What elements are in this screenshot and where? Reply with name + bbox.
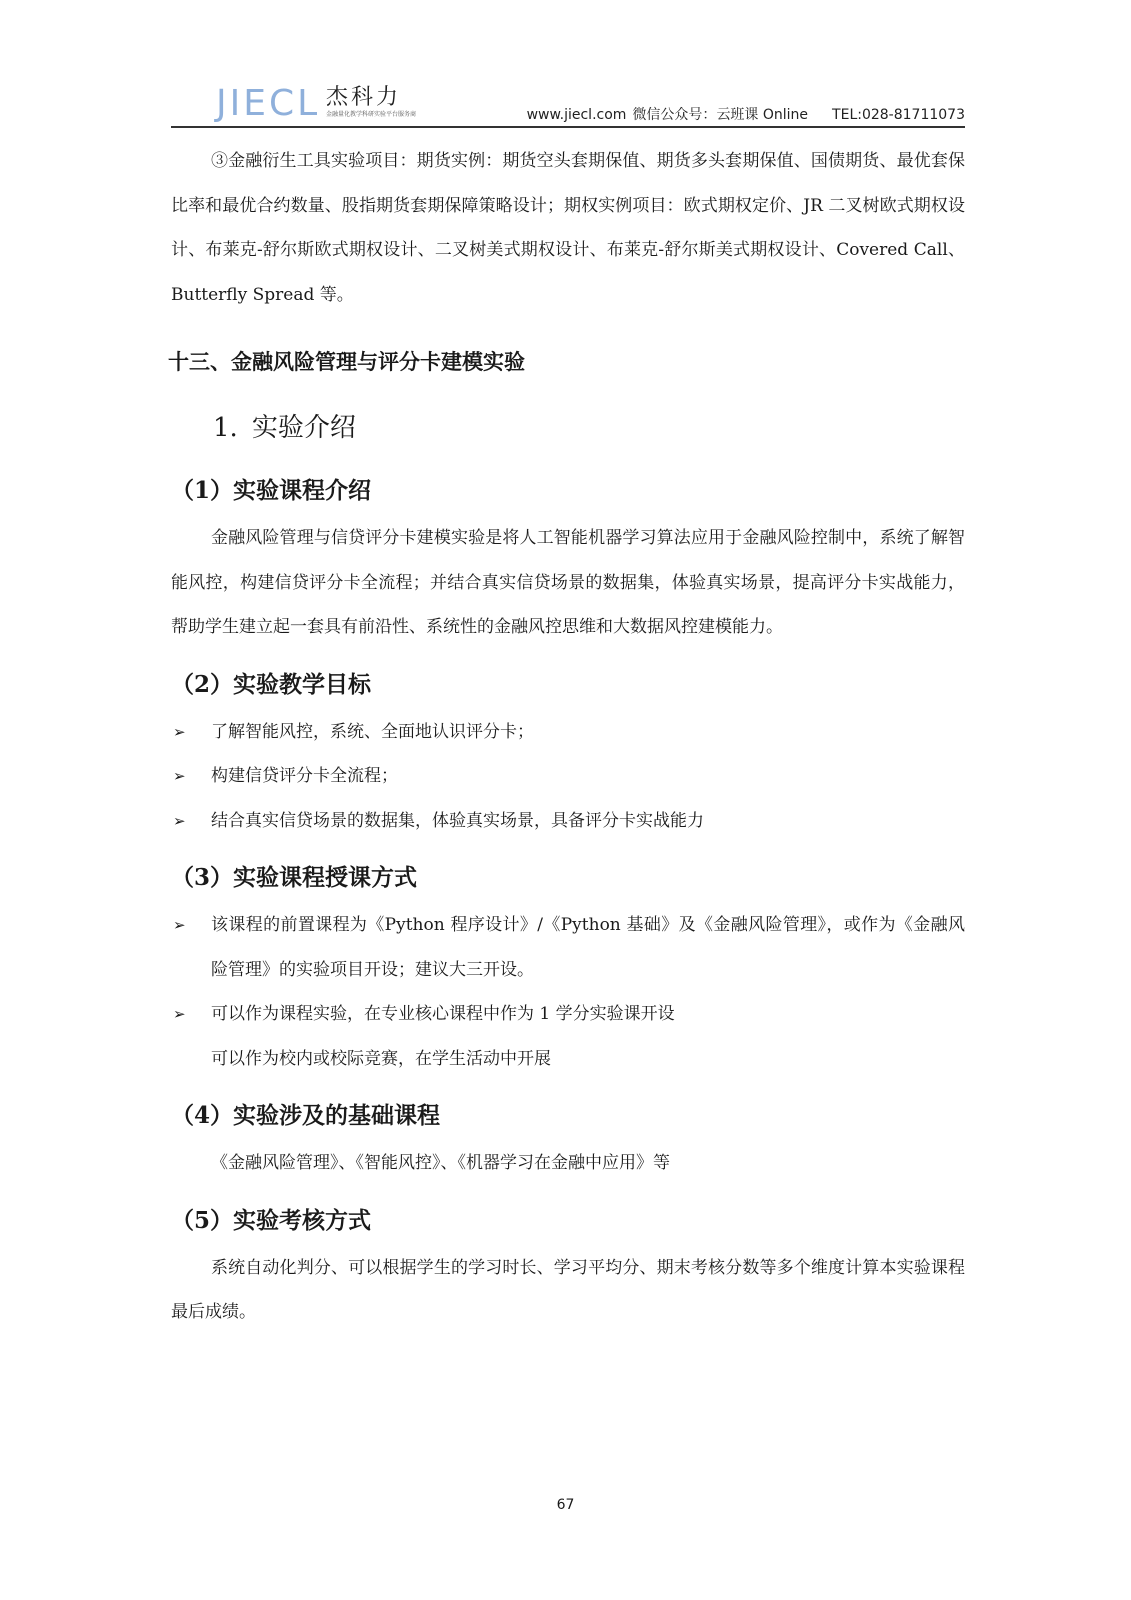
list-item-text: 构建信贷评分卡全流程； [211, 766, 398, 786]
heading-basic-courses: （4）实验涉及的基础课程 [171, 1102, 441, 1129]
list-item [171, 710, 965, 755]
logo-latin: JIECL [216, 83, 321, 124]
bullet-arrow-icon: ➢ [173, 916, 186, 934]
logo-chinese: 杰科力 [326, 85, 402, 110]
heading-number: 1. [213, 413, 238, 443]
course-intro-paragraph: 金融风险管理与信贷评分卡建模实验是将人工智能机器学习算法应用于金融风险控制中，系统了解智能风控，构建信贷评分卡全流程；并结合真实信贷场景的数据集，体验真实场景，提高评分卡实战能力，帮助学生建立起一套具有前沿性、系统性的金融风控思维和大数据风控建模能力。 [171, 528, 965, 637]
list-item-continuation: 可以作为校内或校际竞赛，在学生活动中开展 [211, 1048, 551, 1069]
header-rule [171, 126, 965, 128]
page-number: 67 [556, 1497, 575, 1513]
bullet-arrow-icon: ➢ [173, 767, 186, 785]
page-header [171, 74, 965, 128]
heading-assessment: （5）实验考核方式 [171, 1206, 372, 1234]
logo-slogan: 金融量化教学科研实验平台服务商 [326, 111, 417, 118]
header-contact [521, 104, 965, 124]
header-website: www.jiecl.com [526, 107, 627, 123]
list-item-text: 该课程的前置课程为《Python 程序设计》/《Python 基础》及《金融风险管理》，或作为《金融风险管理》的实验项目开设；建议大三开设。 [211, 915, 965, 980]
list-item-text: 结合真实信贷场景的数据集，体验真实场景，具备评分卡实战能力 [211, 810, 704, 831]
bullet-arrow-icon: ➢ [173, 722, 186, 741]
section-title: 十三、金融风险管理与评分卡建模实验 [168, 350, 525, 374]
bullet-arrow-icon: ➢ [173, 1005, 186, 1023]
header-wechat-value: 云班课 Online [716, 107, 809, 123]
heading-teaching-method: （3）实验课程授课方式 [171, 864, 418, 891]
list-item [171, 799, 965, 844]
header-wechat-label: 微信公众号： [632, 107, 717, 123]
list-item [171, 903, 965, 992]
list-item-text: 了解智能风控，系统、全面地认识评分卡； [211, 721, 534, 742]
list-item [171, 992, 965, 1037]
list-item-text: 可以作为课程实验，在专业核心课程中作为 1 学分实验课开设 [211, 1004, 675, 1024]
heading-teaching-goals: （2）实验教学目标 [171, 670, 372, 698]
heading-text: 实验介绍 [251, 413, 356, 443]
heading-course-intro: （1）实验课程介绍 [171, 477, 372, 504]
bullet-arrow-icon: ➢ [173, 811, 186, 830]
basic-courses-paragraph: 《金融风险管理》、《智能风控》、《机器学习在金融中应用》等 [211, 1153, 670, 1173]
heading-level-1 [213, 400, 965, 456]
intro-paragraph: ③金融衍生工具实验项目：期货实例：期货空头套期保值、期货多头套期保值、国债期货、最优套保比率和最优合约数量、股指期货套期保障策略设计；期权实例项目：欧式期权定价、JR 二叉树欧式期权设计、布莱克-舒尔斯欧式期权设计、二叉树美式期权设计、布莱克-舒尔斯美式期权设计、Covered Call、Butterfly Spread 等。 [171, 151, 965, 305]
assessment-paragraph: 系统自动化判分、可以根据学生的学习时长、学习平均分、期末考核分数等多个维度计算本实验课程最后成绩。 [171, 1257, 965, 1322]
header-tel: TEL:028-81711073 [832, 107, 965, 123]
list-item [171, 754, 965, 799]
page-content [168, 139, 965, 1335]
